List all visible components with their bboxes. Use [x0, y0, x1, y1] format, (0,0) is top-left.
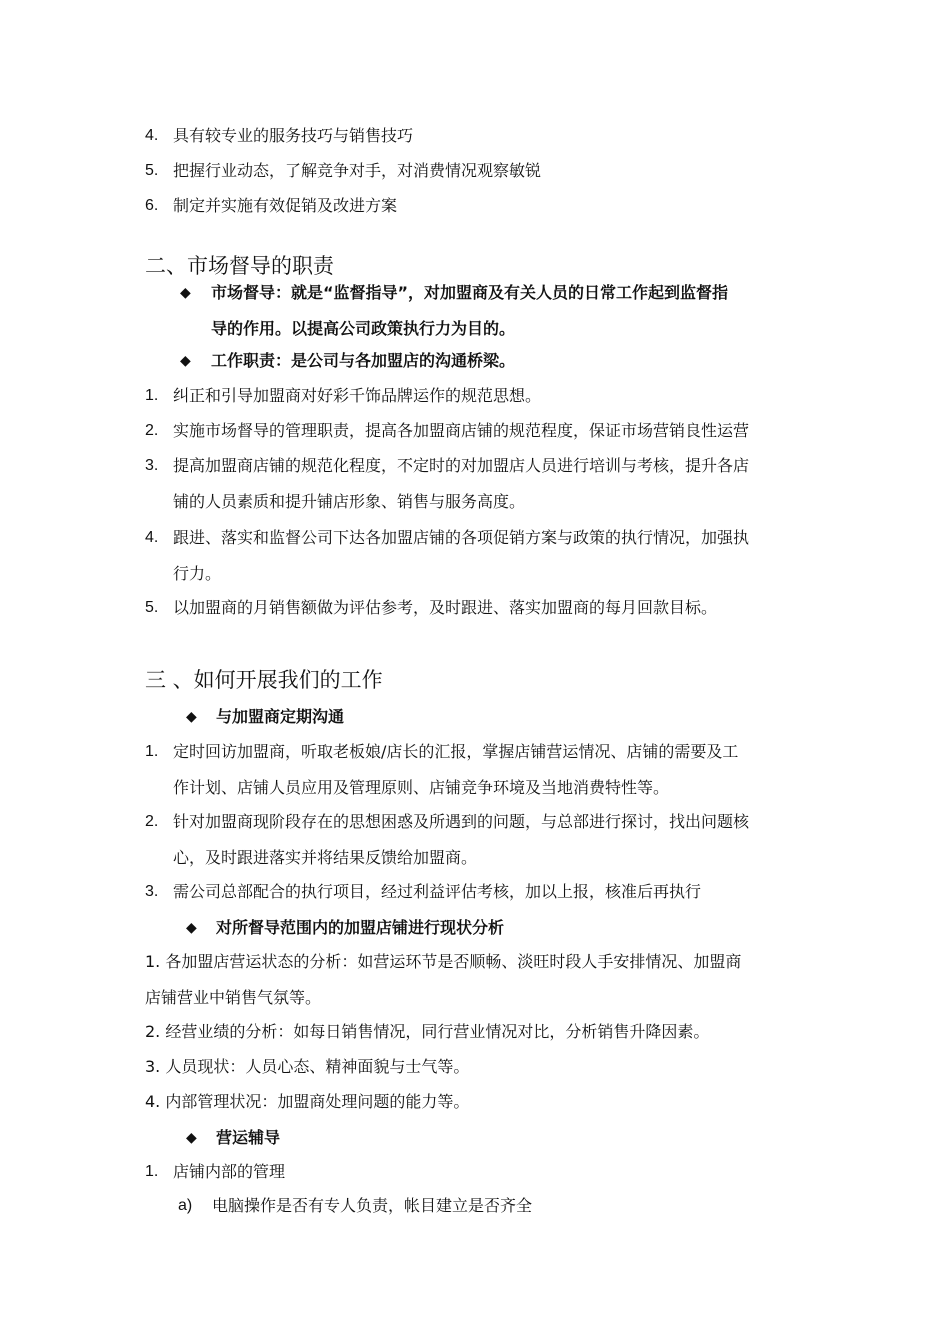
list-text: 把握行业动态，了解竞争对手，对消费情况观察敏锐: [173, 161, 542, 180]
section-heading: 二、市场督导的职责: [145, 254, 334, 278]
diamond-bullet-icon: ◆: [186, 1130, 197, 1146]
analysis-item-continuation: 店铺营业中销售气氛等。: [145, 988, 322, 1007]
document-page: 4. 具有较专业的服务技巧与销售技巧 5. 把握行业动态，了解竞争对手，对消费情况观察敏锐 6. 制定并实施有效促销及改进方案 二、市场督导的职责 ◆ 市场督导：就是“监督指导”，对加盟商及有关人员的日常工作起到监督指 导的作用。以提高公司政策执行力为目的。 ◆ 工作职责：是公司与各加盟店的沟通桥梁。 1. 纠正和引导加盟商对好彩千饰品牌运作的规范思想。 2. 实施市场督导的管理职责，提高各加盟商店铺的规范程度，保证市场营销良性运营 3. 提高加盟商店铺的规范化程度，不定时的对加盟店人员进行培训与考核，提升各店 铺的人员素质和提升铺店形象、销售与服务高度。 4. 跟进、落实和监督公司下达各加盟店铺的各项促销方案与政策的执行情况，加强执 行力。 5. 以加盟商的月销售额做为评估参考，及时跟进、落实加盟商的每月回款目标。 三 、如何开展我们的工作 ◆ 与加盟商定期沟通 1. 定时回访加盟商，听取老板娘/店长的汇报，掌握店铺营运情况、店铺的需要及工 作计划、店铺人员应用及管理原则、店铺竞争环境及当地消费特性等。 2. 针对加盟商现阶段存在的思想困惑及所遇到的问题，与总部进行探讨，找出问题核 心，及时跟进落实并将结果反馈给加盟商。 3. 需公司总部配合的执行项目，经过利益评估考核，加以上报，核准后再执行 ◆ 对所督导范围内的加盟店铺进行现状分析 1. 各加盟店营运状态的分析：如营运环节是否顺畅、淡旺时段人手安排情况、加盟商 店铺营业中销售气氛等。 2. 经营业绩的分析：如每日销售情况，同行营业情况对比，分析销售升降因素。 3. 人员现状：人员心态、精神面貌与士气等。 4. 内部管理状况：加盟商处理问题的能力等。 ◆ 营运辅导 1. 店铺内部的管理 a) 电脑操作是否有专人负责，帐目建立是否齐全: [145, 126, 750, 1215]
analysis-item: 3. 人员现状：人员心态、精神面貌与士气等。: [145, 1057, 470, 1076]
analysis-item: 4. 内部管理状况：加盟商处理问题的能力等。: [145, 1092, 470, 1111]
analysis-item: 2. 经营业绩的分析：如每日销售情况，同行营业情况对比，分析销售升降因素。: [145, 1022, 710, 1041]
list-text: 制定并实施有效促销及改进方案: [173, 196, 398, 215]
list-text: 具有较专业的服务技巧与销售技巧: [173, 126, 414, 145]
list-number: 4.: [145, 127, 159, 144]
list-number: 6.: [145, 197, 159, 214]
diamond-bullet-icon: ◆: [180, 285, 191, 301]
analysis-item: 1. 各加盟店营运状态的分析：如营运环节是否顺畅、淡旺时段人手安排情况、加盟商: [145, 952, 742, 971]
diamond-bullet-icon: ◆: [186, 920, 197, 936]
diamond-bullet-icon: ◆: [186, 709, 197, 725]
list-number: 5.: [145, 162, 159, 179]
diamond-bullet-icon: ◆: [180, 353, 191, 369]
section-heading: 三 、如何开展我们的工作: [145, 668, 383, 692]
